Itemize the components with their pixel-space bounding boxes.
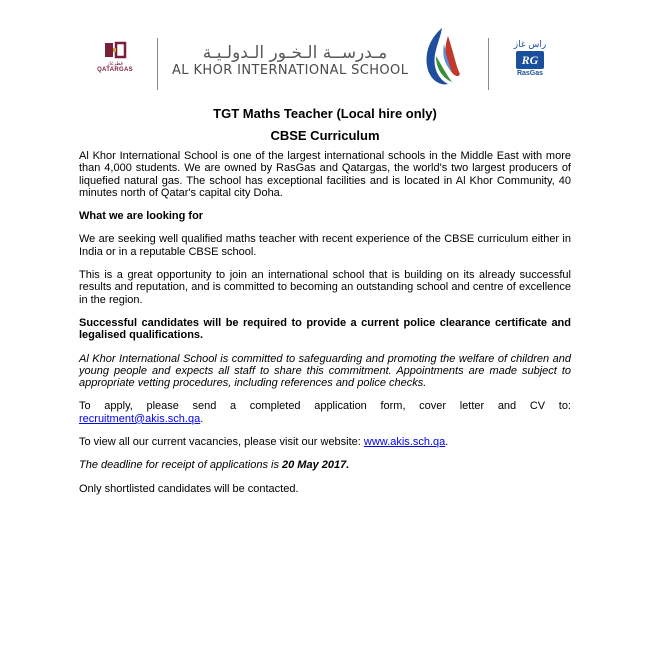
qatargas-emblem-icon [102, 40, 128, 60]
apply-suffix: . [200, 412, 204, 425]
shortlist-note: Only shortlisted candidates will be contacted. [79, 482, 299, 495]
school-name-arabic: مـدرســة الـخـور الـدولـيـة [202, 43, 388, 63]
vacancies-paragraph [79, 436, 571, 448]
section-heading: What we are looking for [79, 210, 204, 223]
apply-paragraph [79, 400, 571, 425]
letterhead [0, 0, 650, 110]
clearance-requirement: Successful candidates will be required to provide a current police clearance certificate and legalised qualifications. [79, 316, 571, 342]
job-advert [79, 106, 571, 506]
vacancies-text: To view all our current vacancies, please visit our website: [79, 436, 361, 449]
school-flame-logo-icon [418, 26, 466, 88]
qatargas-name-arabic: قطرغاز [107, 61, 123, 67]
deadline-text: The deadline for receipt of applications is [79, 459, 279, 472]
header-divider [488, 38, 489, 90]
job-title: TGT Maths Teacher (Local hire only) [213, 106, 437, 121]
deadline-suffix: . [346, 459, 350, 472]
rasgas-logo [512, 40, 548, 78]
qatargas-name: QATARGAS [97, 67, 133, 73]
vacancies-suffix: . [445, 436, 449, 449]
deadline-paragraph [79, 459, 571, 471]
curriculum-title: CBSE Curriculum [270, 128, 380, 143]
rasgas-mark: RG [516, 51, 544, 69]
header-divider [157, 38, 158, 90]
requirements-paragraph: We are seeking well qualified maths teacher with recent experience of the CBSE curriculum either in India or in a reputable CBSE school. [79, 233, 571, 258]
website-link[interactable]: www.akis.sch.qa [363, 436, 446, 449]
recruitment-email-link[interactable]: recruitment@akis.sch.qa [79, 412, 201, 425]
rasgas-name-arabic: راس غاز [513, 40, 547, 50]
safeguarding-statement: Al Khor International School is committed to safeguarding and promoting the welfare of children and young people and expects all staff to share this commitment. Appointments are made subject to appropriate vetting procedures, including references and police checks. [79, 352, 571, 390]
deadline-date: 20 May 2017 [282, 459, 347, 472]
opportunity-paragraph: This is a great opportunity to join an international school that is building on its already successful results and reputation, and is committed to becoming an outstanding school and centre of excellence in the region. [79, 269, 571, 306]
qatargas-logo [92, 40, 138, 74]
apply-text: To apply, please send a completed application form, cover letter and CV to: [79, 400, 571, 413]
intro-paragraph: Al Khor International School is one of the largest international schools in the Middle East with more than 4,000 students. We are owned by RasGas and Qatargas, the world's two largest producers of liquefied natural gas. The school has exceptional facilities and is located in Al Khor Community, 40 minutes north of Qatar's capital city Doha. [79, 150, 571, 199]
school-name: AL KHOR INTERNATIONAL SCHOOL [172, 63, 409, 78]
rasgas-name: RasGas [516, 70, 544, 77]
